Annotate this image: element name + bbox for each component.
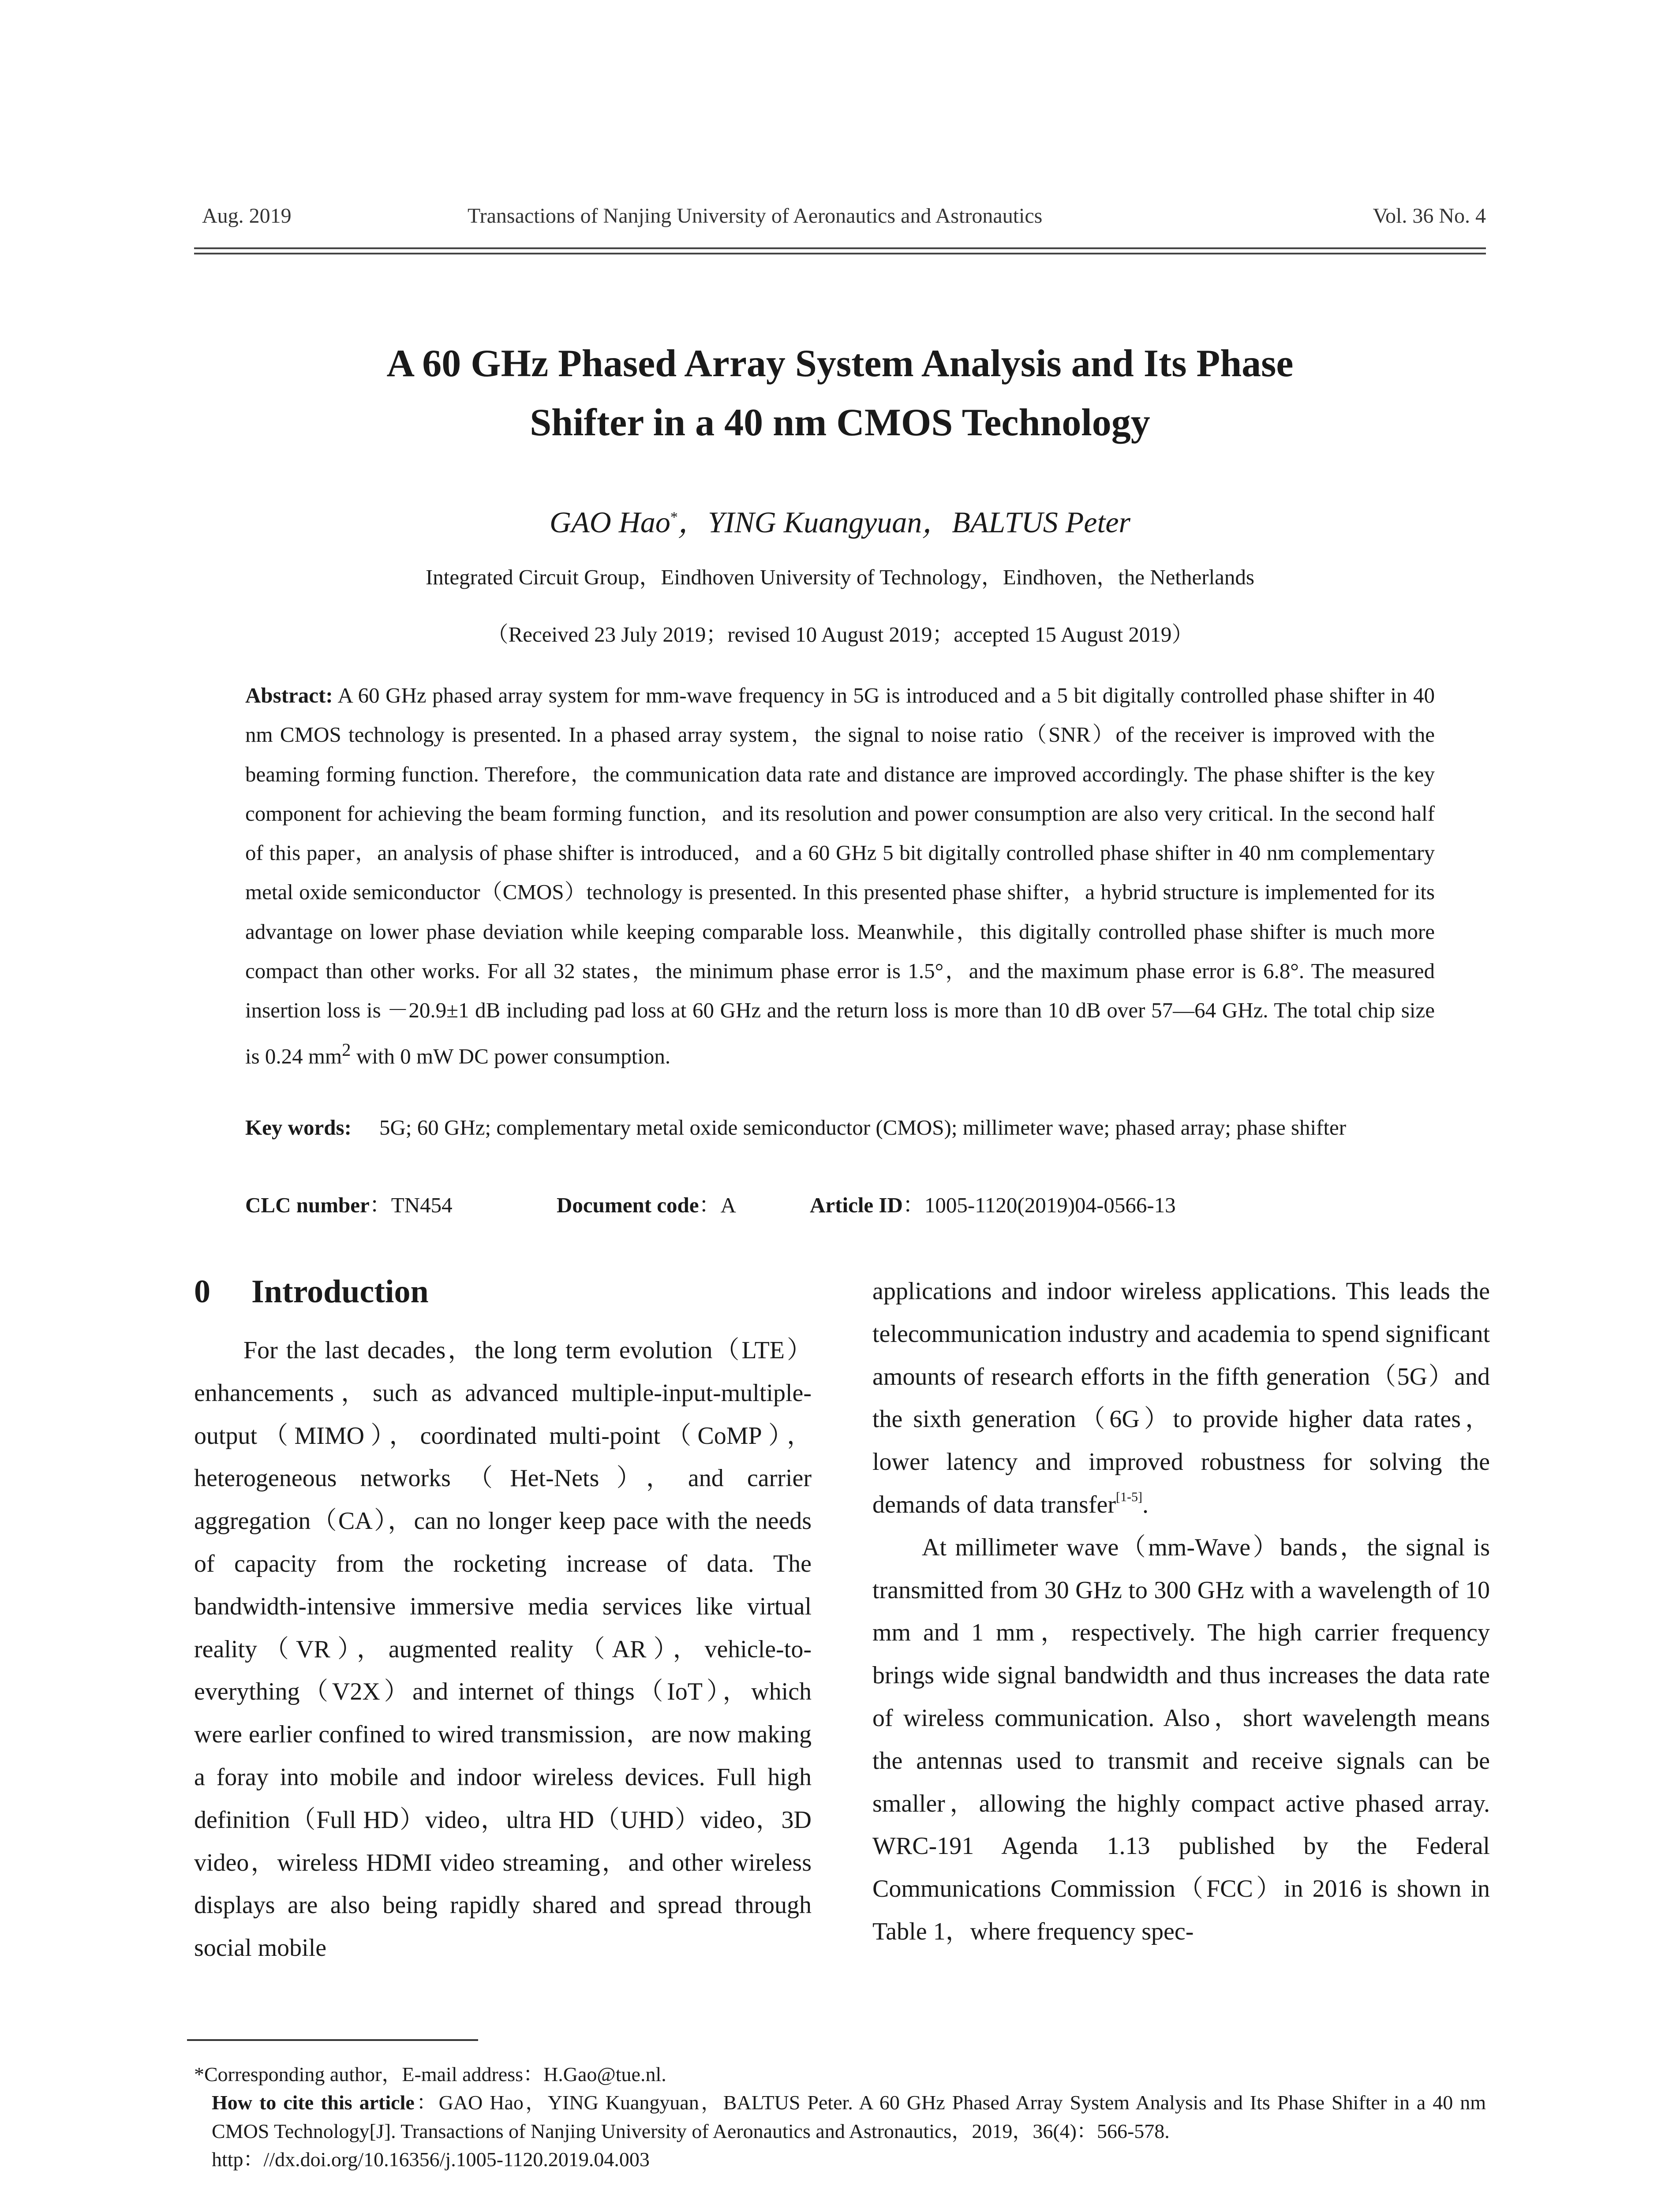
footnote-rule bbox=[187, 2039, 478, 2041]
author-list bbox=[194, 498, 1486, 541]
body-column-right bbox=[872, 1270, 1490, 1953]
clc-number: CLC number：TN454 bbox=[245, 1193, 453, 1217]
abstract-tail: with 0 mW DC power consumption. bbox=[351, 1044, 671, 1068]
article-id: Article ID：1005-1120(2019)04-0566-13 bbox=[810, 1193, 1176, 1217]
affiliation: Integrated Circuit Group，Eindhoven University of Technology，Eindhoven，the Netherlands bbox=[425, 565, 1254, 589]
keywords-label: Key words: bbox=[245, 1115, 352, 1140]
section-heading bbox=[194, 1270, 812, 1313]
paragraph-1: For the last decades，the long term evolution（LTE）enhancements，such as advanced multiple-input-multiple-output（MIMO），coordinated multi-point（CoMP），heterogeneous networks（Het-Nets），and carrier aggregation（CA），can no longer keep pace with the needs of capacity from the rocketing increase of data. The bandwidth-intensive immersive media services like virtual reality（VR），augmented reality（AR），vehicle-to-everything（V2X）and internet of things（IoT），which were earlier confined to wired transmission，are now making a foray into mobile and indoor wireless devices. Full high definition（Full HD）video，ultra HD（UHD）video，3D video，wireless HDMI video streaming，and other wireless displays are also being rapidly shared and spread through social mobile bbox=[194, 1337, 812, 1962]
doi-link[interactable]: http：//dx.doi.org/10.16356/j.1005-1120.2019.04.003 bbox=[212, 2148, 650, 2171]
body-column-left bbox=[194, 1270, 812, 1970]
paragraph-2: applications and indoor wireless applications. This leads the telecommunication industry and academia to spend significant amounts of research efforts in the fifth generation（5G）and the sixth generation（6G）to provide higher data rates，lower latency and improved robustness for solving the demands of data transfer[1-5]. bbox=[872, 1278, 1490, 1518]
author-1: GAO Hao bbox=[549, 505, 670, 539]
citation-note bbox=[212, 2089, 1486, 2145]
paper-title bbox=[194, 334, 1486, 452]
citation-ref: [1-5] bbox=[1116, 1489, 1142, 1504]
corresponding-mark: * bbox=[670, 509, 678, 526]
keywords bbox=[245, 1108, 1435, 1147]
header-rule-bottom bbox=[194, 253, 1486, 254]
other-authors: ，YING Kuangyuan，BALTUS Peter bbox=[677, 505, 1131, 539]
keywords-text: 5G; 60 GHz; complementary metal oxide semiconductor (CMOS); millimeter wave; phased array; phase shifter bbox=[379, 1115, 1347, 1140]
header-rule-top bbox=[194, 247, 1486, 249]
received-dates: （Received 23 July 2019；revised 10 August 2019；accepted 15 August 2019） bbox=[486, 622, 1194, 647]
section-title: Introduction bbox=[251, 1274, 429, 1310]
abstract-text: A 60 GHz phased array system for mm-wave frequency in 5G is introduced and a 5 bit digitally controlled phase shifter in 40 nm CMOS technology is presented. In a phased array system，the signal to noise ratio（SNR）of the receiver is improved with the beaming forming function. Therefore，the communication data rate and distance are improved accordingly. The phase shifter is the key component for achieving the beam forming function，and its resolution and power consumption are also very critical. In the second half of this paper，an analysis of phase shifter is introduced，and a 60 GHz 5 bit digitally controlled phase shifter in 40 nm complementary metal oxide semiconductor（CMOS）technology is presented. In this presented phase shifter，a hybrid structure is implemented for its advantage on lower phase deviation while keeping comparable loss. Meanwhile，this digitally controlled phase shifter is much more compact than other works. For all 32 states，the minimum phase error is 1.5°，and the maximum phase error is 6.8°. The measured insertion loss is －20.9±1 dB including pad loss at 60 GHz and the return loss is more than 10 dB over 57—64 GHz. The total chip size is 0.24 mm bbox=[245, 683, 1435, 1068]
citation-label: How to cite this article bbox=[212, 2091, 415, 2114]
corresponding-author-note: *Corresponding author，E-mail address：H.Gao@tue.nl. bbox=[194, 2063, 666, 2085]
paragraph-3: At millimeter wave（mm-Wave）bands，the signal is transmitted from 30 GHz to 300 GHz with a wavelength of 10 mm and 1 mm，respectively. The high carrier frequency brings wide signal bandwidth and thus increases the data rate of wireless communication. Also，short wavelength means the antennas used to transmit and receive signals can be smaller，allowing the highly compact active phased array. WRC-191 Agenda 1.13 published by the Federal Communications Commission（FCC）in 2016 is shown in Table 1，where frequency spec- bbox=[872, 1533, 1490, 1945]
footnotes bbox=[194, 2060, 1486, 2174]
abstract bbox=[245, 676, 1435, 1076]
journal-date: Aug. 2019 bbox=[202, 204, 292, 228]
document-code: Document code：A bbox=[557, 1193, 736, 1217]
title-line-2: Shifter in a 40 nm CMOS Technology bbox=[530, 401, 1150, 444]
journal-volume: Vol. 36 No. 4 bbox=[1373, 204, 1486, 228]
abstract-label: Abstract: bbox=[245, 683, 333, 707]
section-number: 0 bbox=[194, 1274, 210, 1310]
journal-name: Transactions of Nanjing University of Aeronautics and Astronautics bbox=[468, 204, 1043, 228]
title-line-1: A 60 GHz Phased Array System Analysis and Its Phase bbox=[386, 342, 1294, 385]
citation-text: ：GAO Hao，YING Kuangyuan，BALTUS Peter. A 60 GHz Phased Array System Analysis and Its Phase Shifter in a 40 nm CMOS Technology[J]. Transactions of Nanjing University of Aeronautics and Astronautics，2019，36(4)：566-578. bbox=[212, 2091, 1486, 2142]
abstract-superscript: 2 bbox=[342, 1039, 351, 1060]
classification-line bbox=[245, 1188, 1176, 1219]
